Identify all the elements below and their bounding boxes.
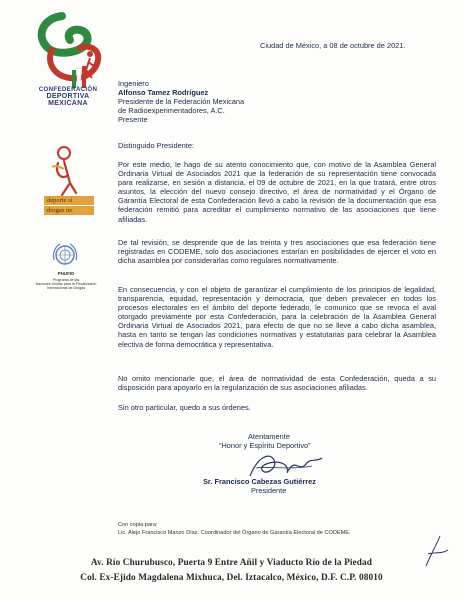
recipient-position: Presidente de la Federación Mexicana [118,97,245,106]
greeting: Distinguido Presidente: [118,141,195,150]
cdm-line-3: MEXICANA [48,100,88,107]
paragraph-1: Por este medio, le hago de su atento conocimiento que, con motivo de la Asamblea General Ordinaria Virtual de Asociados 2021 que la federación de su representación tiene convocada para realizarse, en sesión a distancia, el 09 de octubre de 2021, en la que tratará, entre otros asuntos, la elección del nuevo consejo directivo, el área de normatividad y el Órgano de Garantía Electoral de esta Confederación llevó a cabo la revisión de la documentación que esa federación remitió para acreditar el cumplimiento normativo de las asociaciones que tiene afiliadas. [118,160,436,224]
deporte-line-1: deporte sí [44,196,94,205]
un-line-1: PNUFID [57,271,75,276]
cdm-line-1: CONFEDERACIÓN [38,86,98,93]
cc-line: Lic. Alejo Francisco Manzo Díaz. Coordinador del Órgano de Garantía Electoral de CODEME. [118,530,351,536]
cc-label: Con copia para: [118,522,158,528]
deporte-line-2: drogas no [44,206,94,215]
initials-mark [420,532,450,572]
place-date: Ciudad de México, a 08 de octubre de 2021. [260,41,406,50]
recipient-presente: Presente [118,115,148,124]
un-line-3: Naciones Unidas para la Fiscalización [35,282,97,286]
paragraph-4: No omito mencionarle que, el área de normatividad de esta Confederación, queda a su disposición para apoyarlo en la regularización de sus asociaciones afiliadas. [118,374,436,393]
un-line-4: Internacional de Drogas [46,286,86,290]
footer-address-2: Col. Ex-Ejido Magdalena Mixhuca, Del. Iztacalco, México, D.F. C.P. 08010 [80,573,383,583]
paragraph-2: De tal revisión, se desprende que de las treinta y tres asociaciones que esa federación tiene registradas en CODEME, solo dos asociaciones estarían en posibilidades de ejercer el voto en dicha asamblea por considerarlas como regulares normativamente. [118,238,436,266]
deporte-si-drogas-no-logo [42,143,102,235]
paragraph-5: Sin otro particular, quedo a sus órdenes. [118,403,251,412]
un-emblem-icon [50,240,80,270]
closing: Atentamente [248,432,290,441]
paragraph-3: En consecuencia, y con el objeto de garantizar el cumplimiento de los principios de legalidad, transparencia, equidad, representación y democracia, que deben prevalecer en todos los procesos electorales en el ámbito del deporte federado, le comunico que se revoca el aval otorgado previamente por esta Confederación, para la celebración de la Asamblea General Ordinaria Virtual de Asociados 2021, para efecto de que no se lleve a cabo dicha asamblea, hasta en tanto se tengan las condiciones normativas y estatutarias para celebrar la Asamblea electiva de forma democrática y representativa. [118,285,436,349]
recipient-org: de Radioexperimentadores, A.C. [118,106,225,115]
signer-role: Presidente [251,486,287,495]
recipient-name: Alfonso Tamez Rodríguez [118,88,209,97]
motto: “Honor y Espíritu Deportivo” [219,441,311,450]
signer-name: Sr. Francisco Cabezas Gutiérrez [203,477,316,486]
un-line-2: Programa de las [52,278,80,282]
recipient-title: Ingeniero [118,79,149,88]
cdm-line-2: DEPORTIVA [46,93,90,100]
footer-address-1: Av. Río Churubusco, Puerta 9 Entre Añil y Viaducto Río de la Piedad [90,558,373,568]
